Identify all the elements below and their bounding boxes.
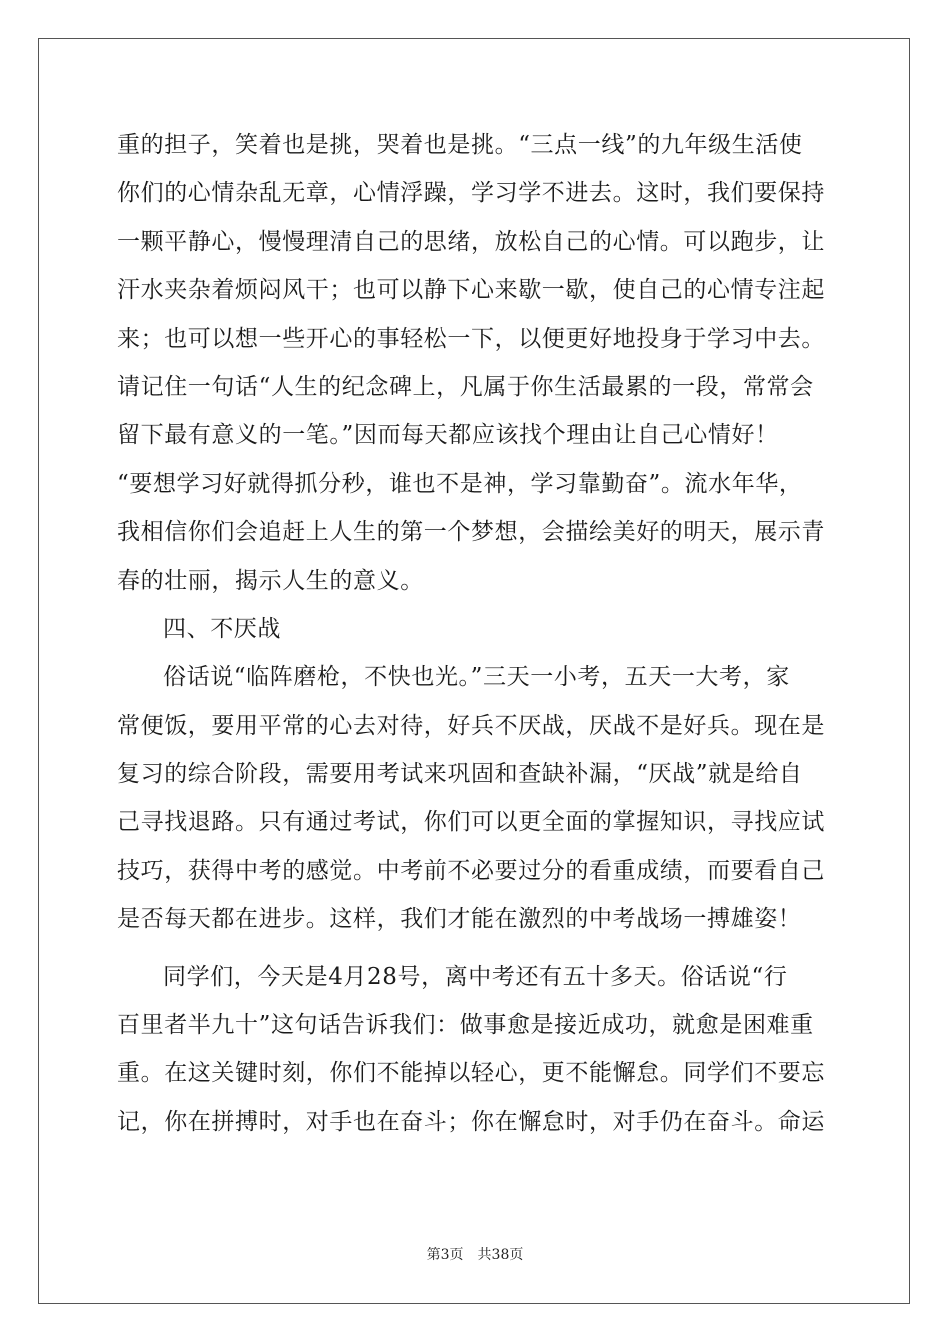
text-line: 我相信你们会追赶上人生的第一个梦想，会描绘美好的明天，展示青 [117,519,825,546]
text-line: 百里者半九十”这句话告诉我们：做事愈是接近成功，就愈是困难重 [117,1012,814,1039]
text-line: 技巧，获得中考的感觉。中考前不必要过分的看重成绩，而要看自己 [117,857,825,884]
text-line: 是否每天都在进步。这样，我们才能在激烈的中考战场一搏雄姿！ [117,906,802,933]
text-line: 重。在这关键时刻，你们不能掉以轻心，更不能懈怠。同学们不要忘 [117,1060,825,1087]
text-line: 记，你在拼搏时，对手也在奋斗；你在懈怠时，对手仍在奋斗。命运 [117,1108,825,1135]
text-line: 留下最有意义的一笔。”因而每天都应该找个理由让自己心情好！ [117,422,779,449]
page-number: 第3页 [426,1247,464,1263]
text-line: 你们的心情杂乱无章，心情浮躁，学习学不进去。这时，我们要保持 [117,180,825,207]
paragraph-start: 俗话说“临阵磨枪，不快也光。”三天一小考，五天一大考，家 [163,664,790,691]
text-line: 己寻找退路。只有通过考试，你们可以更全面的掌握知识，寻找应试 [117,809,825,836]
text-line: 一颗平静心，慢慢理清自己的思绪，放松自己的心情。可以跑步，让 [117,228,825,255]
section-heading: 四、不厌战 [163,615,281,642]
page-footer [0,1245,950,1265]
text-line: 汗水夹杂着烦闷风干；也可以静下心来歇一歇，使自己的心情专注起 [117,277,825,304]
document-body [117,121,837,1146]
text-line: 重的担子，笑着也是挑，哭着也是挑。“三点一线”的九年级生活使 [117,132,803,158]
text-line: 来；也可以想一些开心的事轻松一下，以便更好地投身于学习中去。 [117,325,825,352]
page-total: 共38页 [477,1247,524,1263]
text-line: 春的壮丽，揭示人生的意义。 [117,567,424,594]
paragraph-start: 同学们，今天是4月28号，离中考还有五十多天。俗话说“行 [163,963,788,990]
text-line: 请记住一句话“人生的纪念碑上，凡属于你生活最累的一段，常常会 [117,373,814,400]
text-line: 复习的综合阶段，需要用考试来巩固和查缺补漏，“厌战”就是给自 [117,761,803,788]
text-line: 常便饭，要用平常的心去对待，好兵不厌战，厌战不是好兵。现在是 [117,712,825,739]
text-line: “要想学习好就得抓分秒，谁也不是神，学习靠勤奋”。流水年华， [117,470,803,497]
